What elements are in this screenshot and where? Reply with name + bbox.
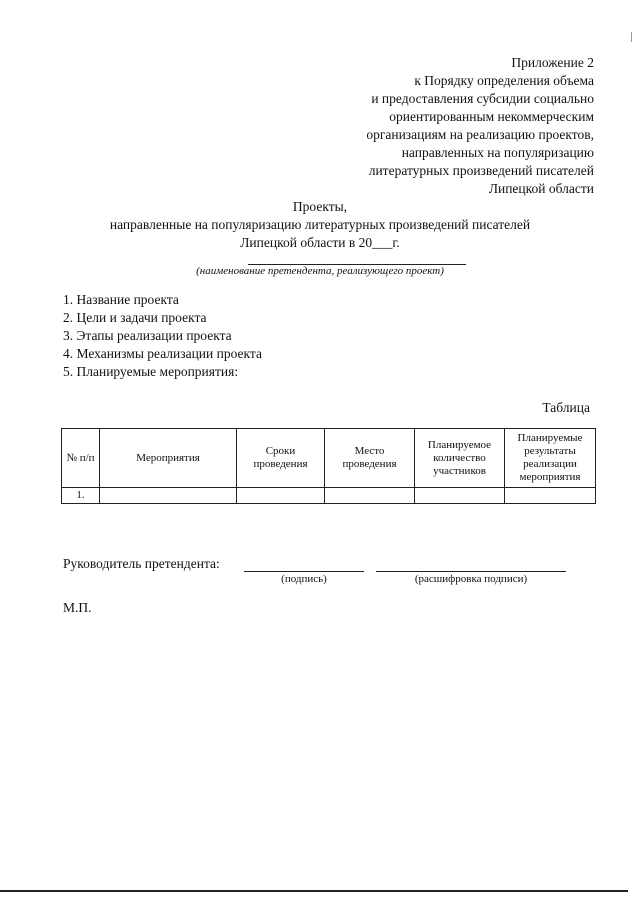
table-cell — [325, 488, 415, 504]
header-events: Мероприятия — [100, 429, 237, 488]
stamp-placeholder: М.П. — [63, 600, 92, 615]
appendix-header — [294, 54, 594, 198]
list-item: 3. Этапы реализации проекта — [63, 328, 232, 343]
appendix-line: ориентированным некоммерческим — [389, 109, 594, 124]
list-item: 2. Цели и задачи проекта — [63, 310, 207, 325]
head-signature-label: Руководитель претендента: — [63, 556, 220, 571]
page-bottom-rule — [0, 890, 628, 892]
list-item: 4. Механизмы реализации проекта — [63, 346, 262, 361]
appendix-line: направленных на популяризацию — [401, 145, 594, 160]
table-cell — [505, 488, 596, 504]
signature-line — [244, 571, 364, 572]
list-item: 5. Планируемые мероприятия: — [63, 364, 239, 379]
project-items-list — [63, 291, 262, 381]
appendix-line: к Порядку определения объема — [414, 73, 594, 88]
applicant-caption: (наименование претендента, реализующего проект) — [196, 265, 444, 277]
table-cell — [100, 488, 237, 504]
appendix-line: Липецкой области — [488, 181, 594, 196]
signature-decode-caption: (расшифровка подписи) — [414, 573, 528, 585]
table-cell: 1. — [62, 488, 100, 504]
document-title — [60, 198, 580, 252]
title-line: Проекты, — [292, 199, 348, 214]
table-header-row — [62, 429, 596, 488]
header-participants: Планируемое количество участников — [415, 429, 505, 488]
header-number: № п/п — [62, 429, 100, 488]
appendix-line: и предоставления субсидии социально — [371, 91, 594, 106]
header-place: Место проведения — [325, 429, 415, 488]
signature-caption: (подпись) — [281, 573, 327, 585]
scan-mark — [631, 32, 632, 42]
table-row — [62, 488, 596, 504]
table-cell — [415, 488, 505, 504]
title-line: Липецкой области в 20___г. — [240, 235, 400, 250]
events-table — [61, 428, 596, 504]
table-cell — [237, 488, 325, 504]
signature-decode-line — [376, 571, 566, 572]
appendix-line: литературных произведений писателей — [368, 163, 594, 178]
header-results: Планируемые результаты реализации мероприятия — [505, 429, 596, 488]
title-line: направленные на популяризацию литературных произведений писателей — [109, 217, 531, 232]
table-label: Таблица — [542, 400, 590, 415]
appendix-line: организациям на реализацию проектов, — [366, 127, 594, 142]
list-item: 1. Название проекта — [63, 292, 179, 307]
header-dates: Сроки проведения — [237, 429, 325, 488]
appendix-line: Приложение 2 — [511, 55, 594, 70]
